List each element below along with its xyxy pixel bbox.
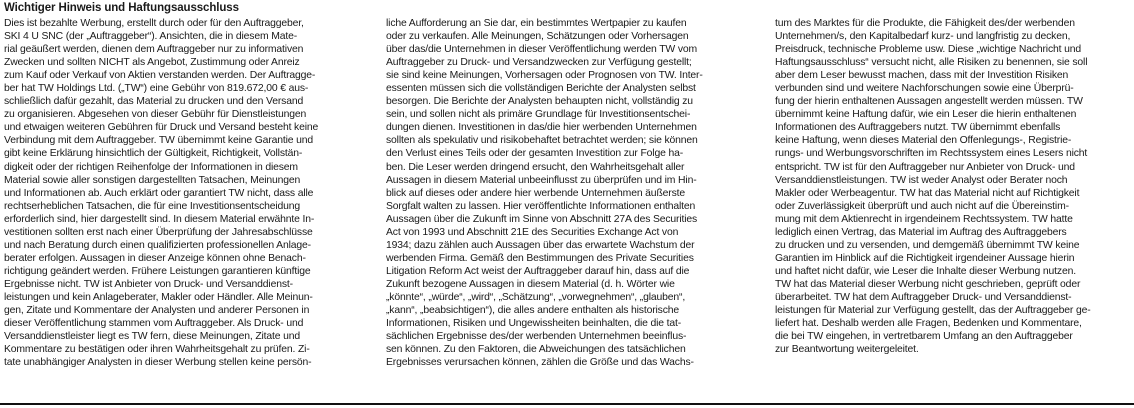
text-line: den Verlust eines Teils oder der gesamten Investition zur Folge ha-	[386, 148, 684, 160]
text-line: aber dem Leser bewusst machen, dass mit der Investition Risiken	[775, 70, 1069, 82]
text-line: dungen dienen. Investitionen in das/die hier werbenden Unternehmen	[386, 122, 697, 134]
text-line: die bei TW eingehen, in vertretbarem Umfang an den Auftraggeber	[775, 331, 1073, 343]
text-line: erforderlich sind, hier dargestellt sind. In diesem Material erwähnte In-	[4, 213, 315, 225]
text-line: Informationen des Auftraggebers nutzt. TW übernimmt ebenfalls	[775, 122, 1061, 134]
text-line: „kann“, „beabsichtigen“), die alles andere enthalten als historische	[386, 305, 680, 317]
text-line: Aussagen in diesem Material unbeeinflusst zu überprüfen und im Hin-	[386, 174, 697, 186]
text-line: leistungen für Material zur Verfügung gestellt, das der Auftraggeber ge-	[775, 305, 1091, 317]
text-line: zum Kauf oder Verkauf von Aktien verstanden werden. Der Auftragge-	[4, 70, 316, 82]
text-line: werbenden Firma. Gemäß den Bestimmungen des Private Securities	[386, 252, 694, 264]
text-line: sie sind keine Meinungen, Vorhersagen oder Prognosen von TW. Inter-	[386, 70, 703, 82]
text-line: sächlichen Ergebnisse des/der werbenden Unternehmen beeinflus-	[386, 331, 687, 343]
text-line: berater erfolgen. Aussagen in dieser Anzeige können ohne Benach-	[4, 252, 306, 264]
text-line: Versanddienstleistungen. TW ist weder Analyst oder Berater noch	[775, 174, 1068, 186]
text-line: und haftet nicht dafür, wie Leser die Inhalte dieser Werbung nutzen.	[775, 265, 1076, 277]
text-line: fung der hierin enthaltenen Aussagen angestellt werden müssen. TW	[775, 96, 1083, 108]
text-line: richtigung geändert werden. Frühere Leistungen garantieren künftige	[4, 265, 311, 277]
text-line: SKI 4 U SNC (der „Auftraggeber“). Ansichten, die in diesem Mate-	[4, 31, 298, 43]
text-line: mung mit dem Aktienrecht in irgendeinem Rechtssystem. TW hatte	[775, 213, 1073, 225]
text-line: TW hat das Material dieser Werbung nicht geschrieben, geprüft oder	[775, 278, 1081, 290]
text-line: überarbeitet. TW hat dem Auftraggeber Druck- und Versanddienst-	[775, 291, 1072, 303]
text-line: Material sowie aller sonstigen dargestellten Tatsachen, Meinungen	[4, 174, 301, 186]
text-line: blick auf dieses oder andere hier werbende Unternehmen äußerste	[386, 187, 685, 199]
text-line: sen können. Zu den Faktoren, die Abweichungen des tatsächlichen	[386, 344, 686, 356]
text-line: dieser Veröffentlichung stammen vom Auftraggeber. Als Druck- und	[4, 318, 304, 330]
text-line: Versanddienstleister liegt es TW fern, diese Meinungen, Zitate und	[4, 331, 301, 343]
text-line: Act von 1993 und Abschnitt 21E des Securities Exchange Act von	[386, 226, 679, 238]
text-line: keine Haftung, wenn dieses Material den Offenlegungs-, Registrie-	[775, 135, 1072, 147]
text-line: rechtserheblichen Tatsachen, die für eine Investitionsentscheidung	[4, 200, 301, 212]
text-line: oder zu verkaufen. Alle Meinungen, Schätzungen oder Vorhersagen	[386, 31, 689, 43]
text-line: schließlich dafür gezahlt, das Material zu drucken und den Versand	[4, 96, 304, 108]
text-line: liefert hat. Deshalb werden alle Fragen, Bedenken und Kommentare,	[775, 318, 1082, 330]
text-line: oder Zuverlässigkeit überprüft und auch nicht auf die Übereinstim-	[775, 200, 1069, 212]
text-line: liche Aufforderung an Sie dar, ein bestimmtes Wertpapier zu kaufen	[386, 18, 687, 29]
text-line: rungs- und Werbungsvorschriften im Rechtssystem eines Lesers nicht	[775, 148, 1088, 160]
text-line: Informationen, Risiken und Ungewissheiten beinhalten, die die tat-	[386, 318, 682, 330]
text-line: Kommentare zu bestätigen oder ihren Wahrheitsgehalt zu prüfen. Zi-	[4, 344, 310, 356]
text-line: digkeit oder der richtigen Reihenfolge der Informationen in diesem	[4, 161, 298, 173]
text-line: Zukunft bezogene Aussagen in diesem Material (d. h. Wörter wie	[386, 278, 675, 290]
text-line: tate unabhängiger Analysten in dieser Werbung stellen keine persön-	[4, 357, 312, 369]
disclaimer-heading: Wichtiger Hinweis und Haftungsausschluss	[4, 2, 239, 14]
text-line: und etwaigen weiteren Gebühren für Druck und Versand besteht keine	[4, 122, 319, 134]
text-line: übernimmt keine Haftung dafür, wie ein Leser die hierin enthaltenen	[775, 109, 1077, 121]
text-line: Ergebnisse nicht. TW ist Anbieter von Druck- und Versanddienst-	[4, 278, 293, 290]
text-line: rial geäußert werden, dienen dem Auftraggeber nur zu informativen	[4, 44, 304, 56]
text-line: Litigation Reform Act weist der Auftraggeber darauf hin, dass auf die	[386, 265, 690, 277]
text-line: und Informationen ab. Auch erklärt oder garantiert TW nicht, dass alle	[4, 187, 314, 199]
text-column-2	[386, 17, 748, 369]
text-column-1	[4, 17, 360, 369]
text-line: zu organisieren. Abgesehen von dieser Gebühr für Dienstleistungen	[4, 109, 307, 121]
text-line: verbunden sind und weitere Nachforschungen sowie eine Überprü-	[775, 83, 1074, 95]
text-line: Haftungsausschluss“ versucht nicht, alle Risiken zu benennen, sie soll	[775, 57, 1088, 69]
text-line: Sorgfalt walten zu lassen. Hier veröffentlichte Informationen enthalten	[386, 200, 696, 212]
text-line: Aussagen über die Zukunft im Sinne von Abschnitt 27A des Securities	[386, 213, 698, 225]
text-line: sein, und sollen nicht als primäre Grundlage für Investitionsentschei-	[386, 109, 691, 121]
bottom-rule	[0, 403, 1134, 405]
text-line: Dies ist bezahlte Werbung, erstellt durch oder für den Auftraggeber,	[4, 18, 304, 29]
text-line: tum des Marktes für die Produkte, die Fähigkeit des/der werbenden	[775, 18, 1075, 29]
text-line: über das/die Unternehmen in dieser Veröffentlichung werden TW vom	[386, 44, 697, 56]
text-line: besorgen. Die Berichte der Analysten behaupten nicht, vollständig zu	[386, 96, 693, 108]
text-line: ber hat TW Holdings Ltd. („TW“) eine Gebühr von 819.672,00 € aus-	[4, 83, 309, 95]
text-line: sollten als spekulativ und risikobehaftet betrachtet werden; sie können	[386, 135, 698, 147]
text-line: ben. Die Leser werden dringend ersucht, den Wahrheitsgehalt aller	[386, 161, 685, 173]
text-line: Verbindung mit dem Auftraggeber. TW übernimmt keine Garantie und	[4, 135, 314, 147]
text-line: lediglich einen Vertrag, das Material im Auftrag des Auftraggebers	[775, 226, 1067, 238]
text-line: Unternehmen/s, den Kapitalbedarf kurz- und langfristig zu decken,	[775, 31, 1071, 43]
text-line: Preisdruck, technische Probleme usw. Diese „wichtige Nachricht und	[775, 44, 1081, 56]
text-line: vestitionen sollten erst nach einer Überprüfung der Jahresabschlüsse	[4, 226, 313, 238]
text-line: Zwecken und sollten NICHT als Angebot, Zustimmung oder Anreiz	[4, 57, 300, 69]
text-line: zur Beantwortung weitergeleitet.	[775, 344, 919, 356]
text-line: 1934; dazu zählen auch Aussagen über das erwartete Wachstum der	[386, 239, 695, 251]
text-line: Auftraggeber zu Druck- und Versandzwecken zur Verfügung gestellt;	[386, 57, 692, 69]
text-line: essenten müssen sich die vollständigen Berichte der Analysten selbst	[386, 83, 696, 95]
text-line: Ergebnisses verursachen können, zählen die Größe und das Wachs-	[386, 357, 694, 369]
text-line: Makler oder Werbeagentur. TW hat das Material nicht auf Richtigkeit	[775, 187, 1080, 199]
text-line: leistungen und kein Anlageberater, Makler oder Händler. Alle Meinun-	[4, 291, 313, 303]
text-line: gibt keine Erklärung hinsichtlich der Gültigkeit, Richtigkeit, Vollstän-	[4, 148, 303, 160]
text-line: gen, Zitate und Kommentare der Analysten und anderer Personen in	[4, 305, 310, 317]
text-column-3	[775, 17, 1131, 356]
text-line: zu drucken und zu versenden, und demgemäß übernimmt TW keine	[775, 239, 1080, 251]
text-line: „könnte“, „würde“, „wird“, „Schätzung“, „vorwegnehmen“, „glauben“,	[386, 291, 686, 303]
text-line: und nach Beratung durch einen qualifizierten professionellen Anlage-	[4, 239, 311, 251]
text-line: Garantien im Hinblick auf die Richtigkeit irgendeiner Aussage hierin	[775, 252, 1075, 264]
text-line: entspricht. TW ist für den Auftraggeber nur Anbieter von Druck- und	[775, 161, 1075, 173]
